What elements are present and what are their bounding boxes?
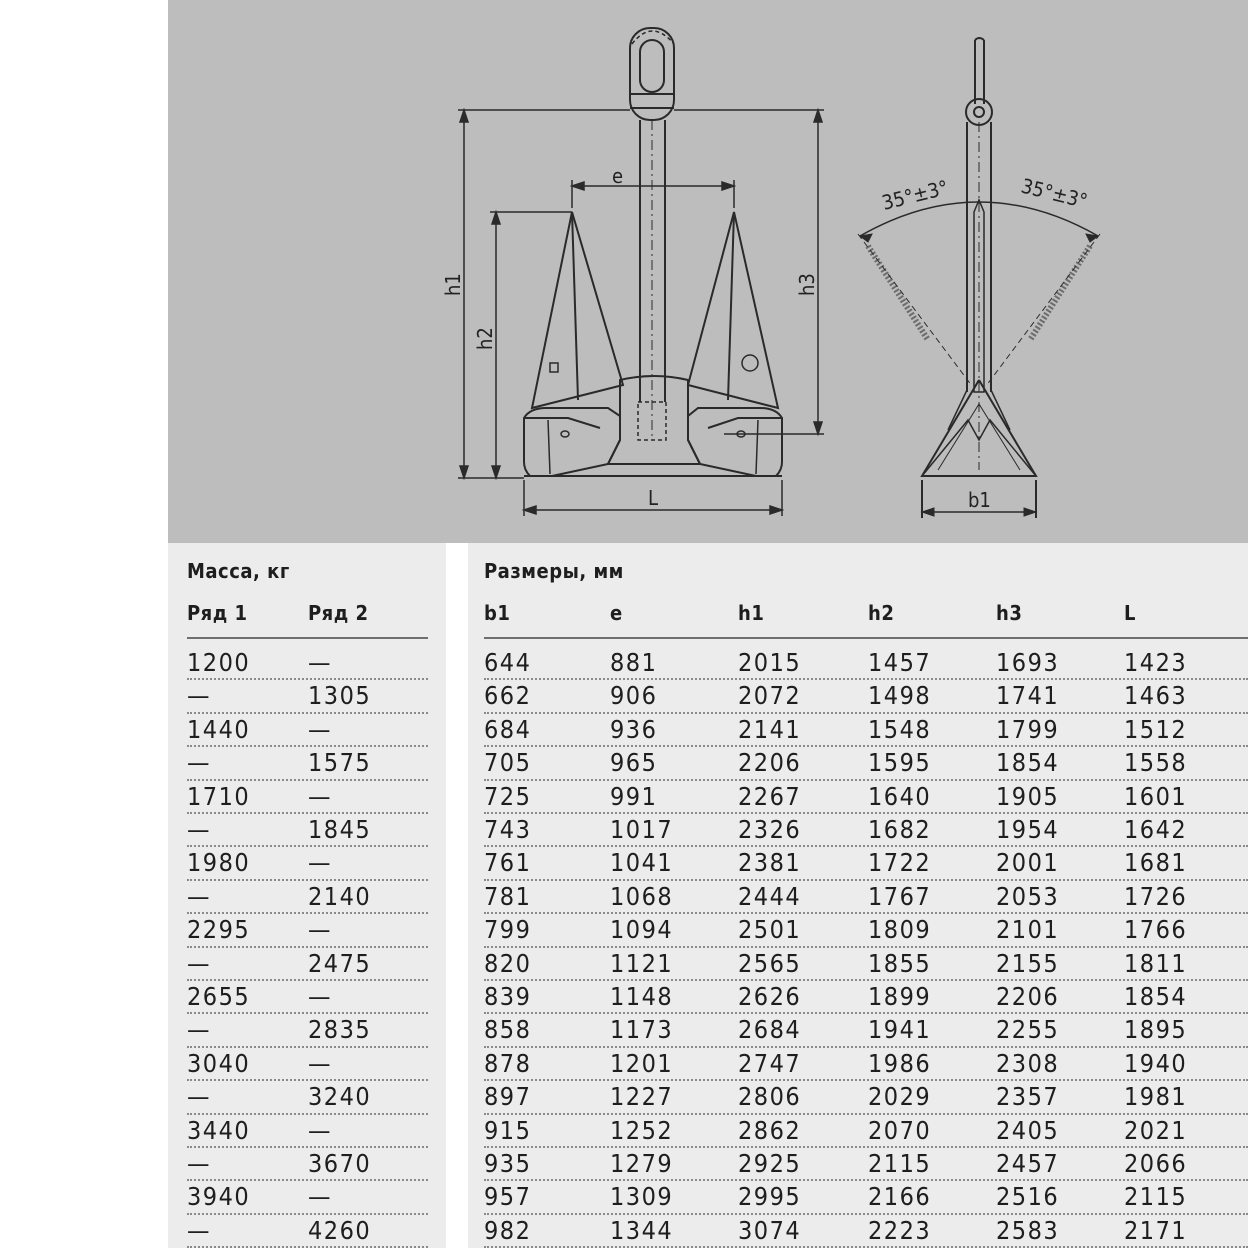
dims-cell: 1722 [868, 848, 932, 878]
dims-cell: 1041 [610, 848, 674, 878]
dims-cell: 2223 [868, 1215, 932, 1245]
dims-cell: 1741 [996, 681, 1060, 711]
dims-cell: 1017 [610, 815, 674, 844]
dims-table-row [484, 781, 1248, 814]
dims-cell: 2206 [738, 748, 802, 778]
dims-cell: 1548 [868, 714, 932, 744]
dims-cell: 1094 [610, 915, 674, 945]
mass-table-row [187, 814, 428, 847]
crown [608, 376, 700, 464]
mass-table-row [187, 881, 428, 914]
mass-cell: — [187, 948, 211, 978]
dims-cell: 2166 [868, 1182, 932, 1212]
dims-cell: 1854 [1124, 982, 1188, 1011]
dims-cell: 1681 [1124, 848, 1188, 878]
mass-cell: — [187, 815, 211, 844]
dims-cell: 965 [610, 748, 658, 778]
dims-cell: 1981 [1124, 1082, 1188, 1112]
mass-cell: 3040 [187, 1048, 251, 1078]
dims-cell: 2747 [738, 1048, 802, 1078]
dims-cell: 2155 [996, 948, 1060, 978]
dims-cell: 820 [484, 948, 532, 978]
dims-cell: 2267 [738, 781, 802, 811]
dims-cell: 2021 [1124, 1115, 1188, 1145]
mass-table-title: Масса, кг [187, 559, 290, 583]
label-h3: h3 [795, 273, 819, 296]
dims-cell: 644 [484, 648, 532, 677]
mass-cell: 2140 [308, 881, 372, 911]
dims-cell: 982 [484, 1215, 532, 1245]
dims-cell: 915 [484, 1115, 532, 1145]
mass-cell: — [308, 982, 332, 1011]
dims-cell: 743 [484, 815, 532, 844]
dims-cell: 1811 [1124, 948, 1188, 978]
dims-table-row [484, 680, 1248, 713]
dims-cell: 2357 [996, 1082, 1060, 1112]
dims-cell: 662 [484, 681, 532, 711]
dims-col-h1: h1 [738, 601, 765, 625]
mass-table-row [187, 680, 428, 713]
dims-table-row [484, 948, 1248, 981]
dims-cell: 1595 [868, 748, 932, 778]
label-e: e [612, 164, 624, 188]
dims-cell: 2684 [738, 1015, 802, 1045]
dims-cell: 2583 [996, 1215, 1060, 1245]
dims-table-row [484, 914, 1248, 947]
label-h1: h1 [441, 273, 465, 296]
dims-cell: 2053 [996, 881, 1060, 911]
dims-table-row [484, 1181, 1248, 1214]
mass-header-rule [187, 637, 428, 639]
mass-table-row [187, 1081, 428, 1114]
dims-cell: 2255 [996, 1015, 1060, 1045]
mass-table [168, 543, 446, 1248]
dims-col-h2: h2 [868, 601, 895, 625]
dims-cell: 2029 [868, 1082, 932, 1112]
dims-cell: 684 [484, 714, 532, 744]
dims-cell: 1726 [1124, 881, 1188, 911]
dims-cell: 839 [484, 982, 532, 1011]
mass-cell: 1575 [308, 748, 372, 778]
dims-cell: 2626 [738, 982, 802, 1011]
dims-cell: 1941 [868, 1015, 932, 1045]
mass-table-row [187, 1181, 428, 1214]
side-shackle [966, 99, 992, 125]
dims-header-rule [484, 637, 1248, 639]
dims-cell: 1279 [610, 1149, 674, 1178]
dims-cell: 1895 [1124, 1015, 1188, 1045]
anchor-drawing [168, 0, 1248, 543]
dims-cell: 705 [484, 748, 532, 778]
dims-cell: 725 [484, 781, 532, 811]
mass-cell: 4260 [308, 1215, 372, 1245]
mass-cell: 2475 [308, 948, 372, 978]
dims-cell: 1899 [868, 982, 932, 1011]
dims-cell: 906 [610, 681, 658, 711]
dims-cell: 2066 [1124, 1149, 1188, 1178]
dims-table-row [484, 1148, 1248, 1181]
dims-cell: 1767 [868, 881, 932, 911]
mass-table-row [187, 1014, 428, 1047]
mass-cell: 1440 [187, 714, 251, 744]
dims-cell: 1512 [1124, 714, 1188, 744]
dims-cell: 2015 [738, 648, 802, 677]
mass-cell: 1305 [308, 681, 372, 711]
dims-cell: 2101 [996, 915, 1060, 945]
mass-table-row [187, 1148, 428, 1181]
dims-cell: 2995 [738, 1182, 802, 1212]
dims-cell: 1986 [868, 1048, 932, 1078]
dims-cell: 2501 [738, 915, 802, 945]
mass-cell: 3940 [187, 1182, 251, 1212]
dims-cell: 1457 [868, 648, 932, 677]
mass-table-row [187, 1215, 428, 1248]
dims-cell: 2206 [996, 982, 1060, 1011]
mass-cell: — [187, 1215, 211, 1245]
dims-cell: 2326 [738, 815, 802, 844]
mass-cell: 2295 [187, 915, 251, 945]
dims-table-row [484, 1081, 1248, 1114]
dims-cell: 1558 [1124, 748, 1188, 778]
dims-cell: 936 [610, 714, 658, 744]
dims-table-row [484, 1014, 1248, 1047]
dims-cell: 1173 [610, 1015, 674, 1045]
dims-cell: 2115 [1124, 1182, 1188, 1212]
dims-cell: 3074 [738, 1215, 802, 1245]
dims-table-row [484, 747, 1248, 780]
mass-cell: — [308, 648, 332, 677]
label-h2: h2 [473, 327, 497, 350]
dims-table-row [484, 1215, 1248, 1248]
dims-cell: 2516 [996, 1182, 1060, 1212]
dims-table-row [484, 814, 1248, 847]
dims-col-L: L [1124, 601, 1136, 625]
dims-col-h3: h3 [996, 601, 1023, 625]
mass-table-row [187, 647, 428, 680]
mass-table-row [187, 948, 428, 981]
mass-cell: — [308, 1048, 332, 1078]
mass-cell: — [308, 1115, 332, 1145]
dims-cell: 781 [484, 881, 532, 911]
dims-cell: 2141 [738, 714, 802, 744]
dims-cell: 1252 [610, 1115, 674, 1145]
label-angle-left: 35°±3° [879, 175, 951, 215]
mass-table-row [187, 981, 428, 1014]
mass-table-row [187, 847, 428, 880]
mass-cell: 3670 [308, 1149, 372, 1178]
dims-cell: 957 [484, 1182, 532, 1212]
dims-cell: 2308 [996, 1048, 1060, 1078]
dims-cell: 1601 [1124, 781, 1188, 811]
mass-cell: 1845 [308, 815, 372, 844]
dims-cell: 1905 [996, 781, 1060, 811]
dims-cell: 2925 [738, 1149, 802, 1178]
dims-cell: 1201 [610, 1048, 674, 1078]
mass-cell: — [308, 1182, 332, 1212]
dims-cell: 1682 [868, 815, 932, 844]
mass-cell: — [187, 881, 211, 911]
mass-table-row [187, 914, 428, 947]
mass-cell: — [187, 748, 211, 778]
mass-table-row [187, 1048, 428, 1081]
mass-cell: 1200 [187, 648, 251, 677]
dims-cell: 1809 [868, 915, 932, 945]
dims-cell: 1642 [1124, 815, 1188, 844]
dims-cell: 761 [484, 848, 532, 878]
mass-cell: — [308, 714, 332, 744]
dims-cell: 1068 [610, 881, 674, 911]
dims-cell: 1463 [1124, 681, 1188, 711]
dims-table-title: Размеры, мм [484, 559, 624, 583]
mass-cell: — [187, 1015, 211, 1045]
side-view [858, 38, 1100, 518]
front-view [524, 28, 782, 476]
dims-cell: 1121 [610, 948, 674, 978]
mass-table-row [187, 781, 428, 814]
dims-table-row [484, 1115, 1248, 1148]
label-b1: b1 [968, 488, 991, 512]
dims-cell: 2444 [738, 881, 802, 911]
dims-cell: 1309 [610, 1182, 674, 1212]
dims-cell: 858 [484, 1015, 532, 1045]
dims-cell: 1227 [610, 1082, 674, 1112]
dims-cell: 2171 [1124, 1215, 1188, 1245]
dims-cell: 991 [610, 781, 658, 811]
dims-col-b1: b1 [484, 601, 511, 625]
dims-cell: 2381 [738, 848, 802, 878]
anchor-drawing-svg [168, 0, 1248, 543]
dims-cell: 1799 [996, 714, 1060, 744]
mass-cell: — [187, 1149, 211, 1178]
dims-cell: 935 [484, 1149, 532, 1178]
mass-cell: 2835 [308, 1015, 372, 1045]
dims-cell: 1693 [996, 648, 1060, 677]
dims-cell: 1855 [868, 948, 932, 978]
dims-cell: 1344 [610, 1215, 674, 1245]
dims-cell: 2001 [996, 848, 1060, 878]
mass-cell: — [187, 1082, 211, 1112]
dims-cell: 2806 [738, 1082, 802, 1112]
mass-table-row [187, 1115, 428, 1148]
label-L: L [648, 486, 659, 510]
label-angle-right: 35°±3° [1018, 173, 1091, 214]
dims-cell: 878 [484, 1048, 532, 1078]
dims-cell: 2072 [738, 681, 802, 711]
dims-cell: 799 [484, 915, 532, 945]
dims-table-row [484, 1048, 1248, 1081]
mass-cell: — [187, 681, 211, 711]
dims-cell: 1148 [610, 982, 674, 1011]
mass-col-row2: Ряд 2 [308, 601, 369, 625]
dims-table-row [484, 981, 1248, 1014]
mass-cell: 1710 [187, 781, 251, 811]
dims-cell: 2115 [868, 1149, 932, 1178]
dims-cell: 881 [610, 648, 658, 677]
mass-cell: — [308, 915, 332, 945]
mass-cell: 3440 [187, 1115, 251, 1145]
dims-cell: 1498 [868, 681, 932, 711]
dims-table-row [484, 881, 1248, 914]
mass-cell: — [308, 781, 332, 811]
dims-cell: 1854 [996, 748, 1060, 778]
dims-cell: 2070 [868, 1115, 932, 1145]
dims-cell: 2405 [996, 1115, 1060, 1145]
mass-cell: 1980 [187, 848, 251, 878]
dimensions-table [468, 543, 1248, 1248]
mass-table-row [187, 714, 428, 747]
dims-table-row [484, 714, 1248, 747]
dims-cell: 897 [484, 1082, 532, 1112]
dims-cell: 1640 [868, 781, 932, 811]
mass-col-row1: Ряд 1 [187, 601, 248, 625]
dims-table-row [484, 847, 1248, 880]
dims-col-e: e [610, 601, 623, 625]
mass-cell: 2655 [187, 982, 251, 1011]
dims-cell: 2457 [996, 1149, 1060, 1178]
mass-cell: — [308, 848, 332, 878]
mass-table-row [187, 747, 428, 780]
dims-cell: 1766 [1124, 915, 1188, 945]
dims-cell: 2565 [738, 948, 802, 978]
dims-cell: 2862 [738, 1115, 802, 1145]
dims-cell: 1954 [996, 815, 1060, 844]
mass-cell: 3240 [308, 1082, 372, 1112]
dims-table-row [484, 647, 1248, 680]
dims-cell: 1940 [1124, 1048, 1188, 1078]
shackle [630, 28, 674, 120]
dims-cell: 1423 [1124, 648, 1188, 677]
